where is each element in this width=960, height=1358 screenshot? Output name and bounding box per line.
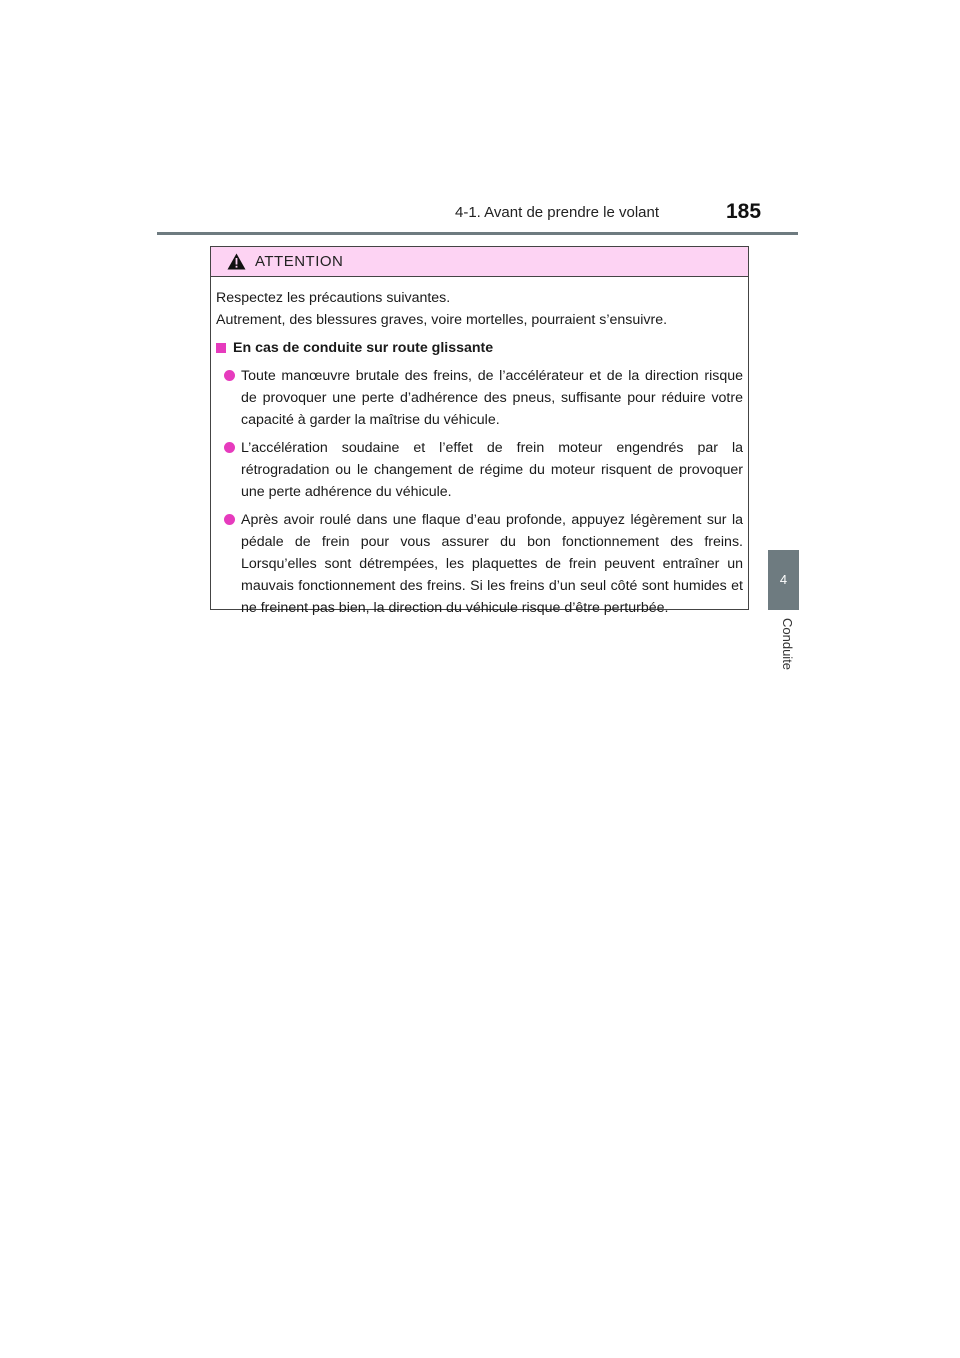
section-title: 4-1. Avant de prendre le volant: [455, 204, 660, 221]
intro-line: Autrement, des blessures graves, voire mortelles, pourraient s’ensuivre.: [216, 312, 668, 328]
warning-box: [210, 246, 749, 616]
warning-header: [211, 247, 748, 277]
dot-bullet-icon: [224, 370, 235, 381]
list-item: [216, 437, 743, 503]
list-item: [216, 509, 743, 619]
intro-line: Respectez les précautions suivantes.: [216, 290, 451, 306]
subheading: [216, 337, 743, 359]
warning-body: [216, 287, 743, 619]
chapter-number: 4: [779, 572, 788, 587]
page-number: 185: [726, 200, 762, 223]
list-item: [216, 365, 743, 431]
warning-triangle-icon: [227, 253, 246, 270]
dot-bullet-icon: [224, 442, 235, 453]
list-item-text: L’accélération soudaine et l’effet de frein moteur engendrés par la rétrogradation ou le changement de régime du moteur risquent de provoquer une perte adhérence du véhicule.: [241, 440, 743, 500]
list-item-text: Toute manœuvre brutale des freins, de l’accélérateur et de la direction risque de provoquer une perte d’adhérence des pneus, suffisante pour réduire votre capacité à garder la maîtrise du véhicule.: [241, 368, 743, 428]
header-rule: [157, 232, 798, 235]
dot-bullet-icon: [224, 514, 235, 525]
chapter-label: Conduite: [780, 618, 795, 671]
list-item-text: Après avoir roulé dans une flaque d’eau profonde, appuyez légèrement sur la pédale de frein pour vous assurer du bon fonctionnement des freins. Lorsqu’elles sont détrempées, les plaquettes de frein peuvent entraîner un mauvais fonctionnement des freins. Si les freins d’un seul côté sont humides et ne freinent pas bien, la direction du véhicule risque d’être perturbée.: [241, 512, 743, 616]
square-bullet-icon: [216, 343, 226, 353]
subheading-text: En cas de conduite sur route glissante: [233, 340, 494, 356]
chapter-tab: [768, 550, 799, 610]
warning-title: ATTENTION: [255, 253, 344, 270]
